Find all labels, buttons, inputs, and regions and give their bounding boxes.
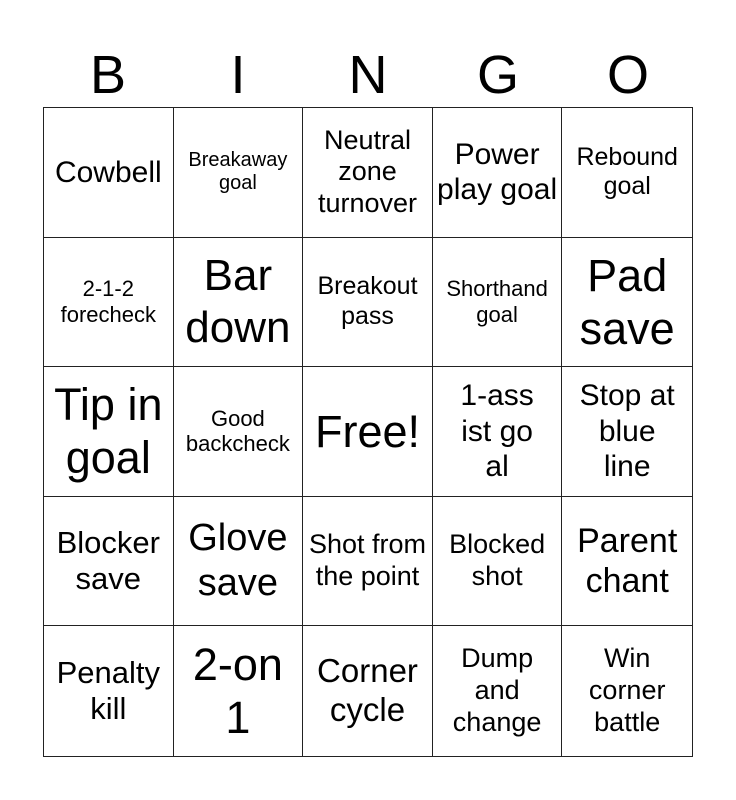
cell-label: Rebound goal [576, 142, 678, 201]
cell-label: Tip in goal [54, 379, 163, 484]
bingo-cell[interactable] [174, 238, 304, 368]
bingo-cell[interactable] [174, 367, 304, 497]
cell-label: Power play goal [437, 137, 558, 207]
bingo-cell[interactable] [303, 108, 433, 238]
bingo-cell[interactable] [562, 108, 692, 238]
bingo-cell[interactable] [44, 497, 174, 627]
bingo-cell[interactable] [562, 238, 692, 368]
bingo-cell[interactable] [44, 108, 174, 238]
cell-label: Good backcheck [185, 405, 290, 457]
cell-label: 1-assist goal [460, 379, 534, 484]
cell-label: Win corner battle [588, 643, 666, 738]
cell-label: Breakaway goal [188, 148, 288, 195]
cell-label: Neutral zone turnover [317, 124, 418, 219]
bingo-header [43, 44, 693, 106]
bingo-cell[interactable] [174, 626, 304, 756]
cell-label: Dump and change [452, 643, 542, 738]
cell-label: Bar down [185, 250, 291, 352]
bingo-cell[interactable] [562, 497, 692, 627]
bingo-cell[interactable] [433, 626, 563, 756]
cell-label: Penalty kill [56, 654, 160, 727]
bingo-cell[interactable] [303, 238, 433, 368]
bingo-cell[interactable] [433, 108, 563, 238]
cell-label: Breakout pass [317, 272, 418, 330]
bingo-cell[interactable] [433, 238, 563, 368]
header-letter-i: I [230, 45, 246, 105]
bingo-cell[interactable] [562, 367, 692, 497]
bingo-cell[interactable] [433, 367, 563, 497]
bingo-cell[interactable] [44, 626, 174, 756]
cell-label: 2-1-2 forecheck [60, 275, 156, 327]
free-space-cell[interactable] [303, 367, 433, 497]
cell-label: Cowbell [54, 155, 162, 189]
cell-label: Blocked shot [449, 529, 546, 592]
bingo-board [43, 107, 693, 757]
cell-label: Blocker save [56, 524, 160, 597]
header-letter-b: B [89, 45, 127, 105]
bingo-cell[interactable] [174, 497, 304, 627]
free-space-label: Free! [314, 405, 420, 457]
bingo-cell[interactable] [44, 238, 174, 368]
cell-label: 2-on 1 [192, 639, 283, 744]
bingo-cell[interactable] [174, 108, 304, 238]
cell-label: Glove save [188, 517, 288, 605]
cell-label: Stop at blue line [579, 379, 675, 484]
bingo-cell[interactable] [433, 497, 563, 627]
bingo-cell[interactable] [303, 626, 433, 756]
header-letter-g: G [476, 45, 519, 105]
cell-label: Pad save [579, 249, 675, 354]
cell-label: Parent chant [577, 521, 678, 601]
cell-label: Shorthand goal [446, 275, 548, 327]
cell-label: Corner cycle [317, 652, 418, 729]
bingo-cell[interactable] [562, 626, 692, 756]
header-letter-o: O [606, 45, 649, 105]
bingo-cell[interactable] [44, 367, 174, 497]
cell-label: Shot from the point [308, 529, 426, 592]
bingo-cell[interactable] [303, 497, 433, 627]
header-letter-n: N [348, 45, 388, 105]
